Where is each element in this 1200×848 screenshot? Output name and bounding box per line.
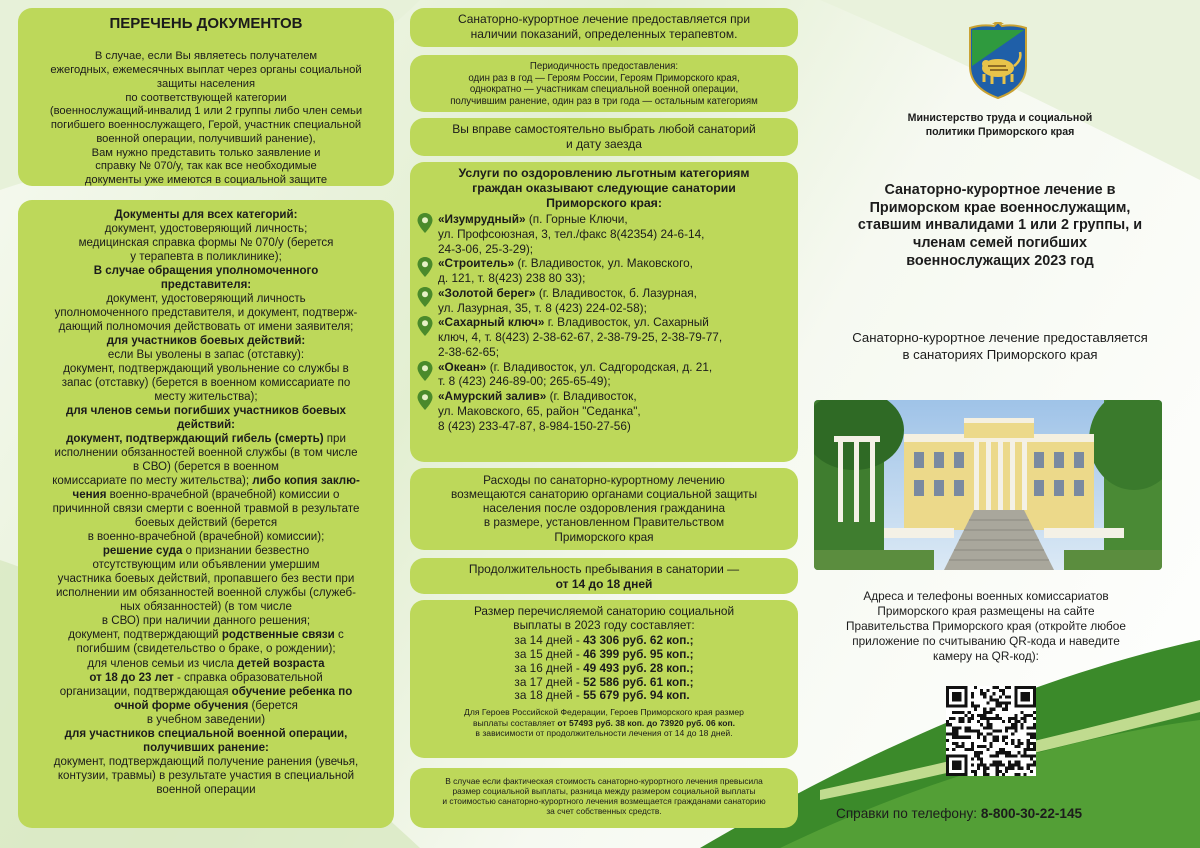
documents-line: исполнении обязанностей военной службы (в том числе [54, 447, 358, 460]
documents-line: исполнении им обязанностей военной службы (служеб- [55, 587, 356, 600]
sanatorium-address-line: 8 (423) 233-47-87, 8-984-150-27-56) [438, 418, 631, 433]
help-phone-number: 8-800-30-22-145 [980, 806, 1083, 821]
documents-line: в СВО) (берется в военном [133, 461, 279, 474]
payment-row: за 15 дней - 46 399 руб. 95 коп.; [514, 646, 694, 661]
documents-line: от 18 до 23 лет - справка образовательной [89, 671, 323, 684]
payment-heading-line: Размер перечисляемой санаторию социальной [473, 604, 735, 618]
intro-line: по соответствующей категории [125, 91, 287, 104]
title-line: военнослужащих [906, 252, 1031, 269]
documents-line: В случае обращения уполномоченного [93, 265, 319, 278]
documents-line: документ, удостоверяющий личность [106, 293, 306, 306]
payment-row: за 14 дней - 43 306 руб. 62 коп.; [514, 632, 694, 647]
duration-value: от 14 до 18 дней [555, 576, 653, 591]
choose-sanatorium-panel [410, 118, 798, 156]
note-line: и стоимостью санаторно-курортного лечения возмещается гражданами санаторию [442, 796, 766, 807]
note-line: за счет собственных средств. [546, 806, 662, 817]
ministry-line: и социальной политики [925, 112, 1093, 138]
payment-heading-line: выплаты в 2023 году составляет: [513, 617, 695, 632]
periodicity-line: однократно — участникам специальной военной операции, [469, 84, 739, 96]
documents-line: месту жительства); [154, 391, 258, 404]
indications-panel [410, 8, 798, 47]
sanatorium-address-line: д. 121, т. 8(423) 238 80 33); [438, 271, 586, 286]
sanatoria-list [410, 210, 798, 433]
expenses-line: Расходы по санаторно-курортному лечению [483, 473, 725, 487]
location-pin-icon [416, 360, 434, 382]
documents-line: организации, подтверждающая обучение ребенка по [59, 685, 353, 698]
sanatorium-name-line: «Строитель» (г. Владивосток, ул. Маковского, [438, 256, 693, 271]
documents-line: военной операции [156, 783, 256, 796]
indications-line: Санаторно-курортное лечение предоставляется при [457, 12, 751, 26]
documents-line: причинной связи смерти с военной травмой в результате [52, 503, 360, 516]
documents-line: очной форме обучения (берется [114, 699, 298, 712]
intro-panel [18, 8, 394, 186]
ministry-line: Министерство труда [907, 112, 1016, 124]
title-line: и членам семей погибших [912, 217, 1143, 252]
sanatorium-address-line: ул. Лазурная, 35, т. 8 (423) 224-02-58); [438, 300, 647, 315]
periodicity-panel [410, 55, 798, 112]
documents-line: в военно-врачебной (врачебной) комиссии); [87, 531, 325, 544]
title-line: военнослужащим, ставшим [857, 199, 1131, 234]
sanatorium-name-line: «Изумрудный» (п. Горные Ключи, [438, 212, 628, 227]
contacts-line: Правительства Приморского края (откройте [846, 618, 1088, 633]
documents-line: участника боевых действий, пропавшего без вести при [57, 573, 355, 586]
documents-panel [18, 200, 394, 828]
documents-line: получивших ранение: [143, 741, 269, 754]
documents-line: медицинская справка формы № 070/у (берется [78, 237, 334, 250]
primorye-coat-of-arms-icon [966, 22, 1030, 100]
sanatorium-address-line: 24-3-06, 25-3-29); [438, 241, 534, 256]
sanatorium-item [416, 315, 798, 359]
subtitle-line: предоставляется в санаториях [902, 330, 1148, 362]
sanatoria-panel [410, 162, 798, 462]
documents-line: документ, подтверждающий гибель (смерть) при [66, 433, 346, 446]
sanatoria-heading-line: Приморского края: [546, 195, 662, 210]
heroes-payment-text [410, 707, 798, 738]
intro-line: военной операции, получивший ранение), [96, 132, 316, 145]
brochure-title [852, 182, 1148, 271]
title-line: 2023 год [1034, 252, 1094, 269]
documents-line: документ, подтверждающий увольнение со службы в [63, 363, 349, 376]
title-line: Санаторно-курортное лечение [884, 182, 1103, 198]
sanatorium-address-line: ключ, 4, т. 8(423) 2-38-62-67, 2-38-79-25, 2-38-79-77, [438, 330, 723, 345]
documents-line: контузии, травмы) в результате участия в специальной [57, 769, 355, 782]
choose-line: и дату заезда [566, 136, 642, 151]
sanatorium-item [416, 286, 798, 315]
qr-code[interactable] [946, 686, 1036, 776]
expenses-line: населения после оздоровления гражданина [482, 501, 726, 516]
documents-line: решение суда о признании безвестно [102, 545, 310, 558]
documents-list-title: ПЕРЕЧЕНЬ ДОКУМЕНТОВ [109, 15, 303, 32]
ministry-name [900, 112, 1100, 140]
sanatorium-address-line: 2-38-62-65; [438, 344, 499, 359]
sanatorium-photo [814, 400, 1162, 570]
intro-line: защиты населения [156, 77, 256, 90]
documents-line: отсутствующим или объявлении умершим [92, 559, 320, 572]
title-line: инвалидами 1 или 2 группы, [925, 217, 1130, 234]
periodicity-line: Периодичность предоставления: [529, 61, 679, 72]
location-pin-icon [416, 286, 434, 308]
military-commissariats-info [836, 589, 1136, 664]
sanatorium-item [416, 389, 798, 433]
documents-line: чения военно-врачебной (врачебной) комиссии о [72, 489, 340, 502]
documents-line: в СВО) при наличии данного решения; [101, 615, 311, 628]
periodicity-line: один раз в год — Героям России, Героям Приморского края, [468, 72, 740, 84]
subtitle-line: Санаторно-курортное лечение [852, 330, 1040, 345]
sanatorium-name-line: «Золотой берег» (г. Владивосток, б. Лазурная, [438, 285, 697, 300]
expenses-line: в размере, установленном Правительством [483, 515, 725, 530]
help-phone-label: Справки по телефону: [836, 806, 981, 821]
intro-line: В случае, если Вы являетесь получателем [94, 50, 318, 63]
help-phone [836, 806, 1166, 821]
documents-line: Документы для всех категорий: [114, 209, 298, 221]
sanatoria-heading [410, 166, 798, 210]
payment-row: за 18 дней - 55 679 руб. 94 коп. [514, 688, 690, 703]
duration-text: Продолжительность пребывания в санатории — [468, 562, 740, 576]
intro-line: документы уже имеются в социальной защите [84, 174, 328, 187]
location-pin-icon [416, 315, 434, 337]
sanatorium-address-line: т. 8 (423) 246-89-00; 265-65-49); [438, 374, 611, 389]
ministry-line: Приморского края [978, 125, 1075, 138]
choose-line: Вы вправе самостоятельно выбрать любой санаторий [452, 122, 756, 136]
brochure-subtitle [852, 330, 1148, 363]
documents-line: боевых действий (берется [134, 517, 278, 530]
documents-line: ных обязанностей) (в том числе [120, 601, 292, 614]
heroes-line: Для Героев Российской Федерации, Героев Приморского края размер [464, 707, 744, 718]
cost-difference-note [410, 768, 798, 828]
payment-row: за 17 дней - 52 586 руб. 61 коп.; [514, 674, 694, 689]
documents-line: для участников боевых действий: [106, 335, 306, 348]
contacts-line: любое приложение по считыванию QR-кода [852, 618, 1126, 648]
intro-line: (военнослужащий-инвалид 1 или 2 группы либо член семьи [49, 105, 363, 118]
sanatorium-name-line: «Сахарный ключ» г. Владивосток, ул. Сахарный [438, 315, 709, 330]
documents-line: документ, удостоверяющий личность; [104, 223, 308, 236]
intro-line: погибшего военнослужащего, Герой, участник специальной [50, 119, 362, 132]
note-line: размер социальной выплаты, разница между размером социальной выплаты [452, 786, 756, 797]
heroes-line: выплаты составляет от 57493 руб. 38 коп. до 73920 руб. 06 коп. [472, 717, 736, 728]
expenses-line: Приморского края [554, 529, 654, 544]
documents-line: погибшим (свидетельство о браке, о рождении); [76, 643, 336, 656]
documents-text [18, 208, 394, 797]
sanatorium-item [416, 212, 798, 256]
documents-line: для членов семьи из числа детей возраста [87, 657, 325, 670]
documents-line: в учебном заведении) [146, 713, 266, 726]
intro-line: Вам нужно представить только заявление и [91, 146, 321, 159]
documents-line: представителя: [160, 279, 252, 292]
sanatorium-item [416, 360, 798, 389]
sanatorium-address-line: ул. Профсоюзная, 3, тел./факс 8(42354) 24-6-14, [438, 226, 705, 241]
duration-panel [410, 558, 798, 594]
note-line: В случае если фактическая стоимость санаторно-курортного лечения превысила [445, 776, 763, 786]
sanatoria-heading-line: граждан оказывают следующие санатории [472, 180, 736, 195]
documents-line: документ, подтверждающий получение ранения (увечья, [53, 755, 359, 768]
sanatorium-item [416, 256, 798, 285]
documents-line: для членов семьи погибших участников боевых [66, 405, 346, 418]
subtitle-line: Приморского края [986, 346, 1098, 362]
documents-line: уполномоченного представителя, и документ, подтверж- [54, 307, 358, 320]
documents-line: документ, подтверждающий родственные связи с [68, 629, 344, 642]
location-pin-icon [416, 256, 434, 278]
documents-line: у терапевта в поликлинике); [130, 251, 282, 264]
payment-panel [410, 600, 798, 758]
documents-line: комиссариате по месту жительства); либо копия заклю- [52, 475, 360, 488]
sanatorium-name-line: «Амурский залив» (г. Владивосток, [438, 389, 637, 404]
contacts-line: и наведите камеру на QR-код): [933, 633, 1120, 663]
sanatorium-name-line: «Океан» (г. Владивосток, ул. Садгородская, д. 21, [438, 359, 713, 374]
location-pin-icon [416, 212, 434, 234]
title-line: в Приморском крае [869, 182, 1116, 216]
sanatorium-address-line: ул. Маковского, 65, район "Седанка", [438, 403, 641, 418]
heroes-line: в зависимости от продолжительности лечения от 14 до 18 дней. [475, 727, 733, 738]
expenses-panel [410, 468, 798, 550]
intro-line: справку № 070/у, так как все необходимые [95, 160, 317, 173]
documents-line: дающий полномочия действовать от имени заявителя; [58, 321, 354, 334]
location-pin-icon [416, 389, 434, 411]
documents-line: если Вы уволены в запас (отставку): [107, 349, 305, 362]
documents-line: для участников специальной военной операции, [64, 727, 348, 740]
contacts-line: Адреса и телефоны военных комиссариатов [863, 589, 1109, 603]
expenses-line: возмещаются санаторию органами социальной защиты [450, 487, 758, 502]
intro-line: ежегодных, ежемесячных выплат через органы социальной [50, 64, 362, 77]
payment-row: за 16 дней - 49 493 руб. 28 коп.; [514, 660, 694, 675]
sanatoria-heading-line: Услуги по оздоровлению льготным категориям [458, 166, 750, 180]
documents-line: запас (отставку) (берется в военном комиссариате по [61, 377, 351, 390]
intro-text [18, 33, 394, 188]
indications-line: наличии показаний, определенных терапевтом. [470, 26, 738, 41]
periodicity-line: получившим ранение, один раз в три года — остальным категориям [450, 95, 758, 107]
contacts-line: Приморского края размещены на сайте [877, 603, 1095, 618]
documents-line: действий: [176, 419, 236, 432]
payment-rows [514, 634, 693, 704]
